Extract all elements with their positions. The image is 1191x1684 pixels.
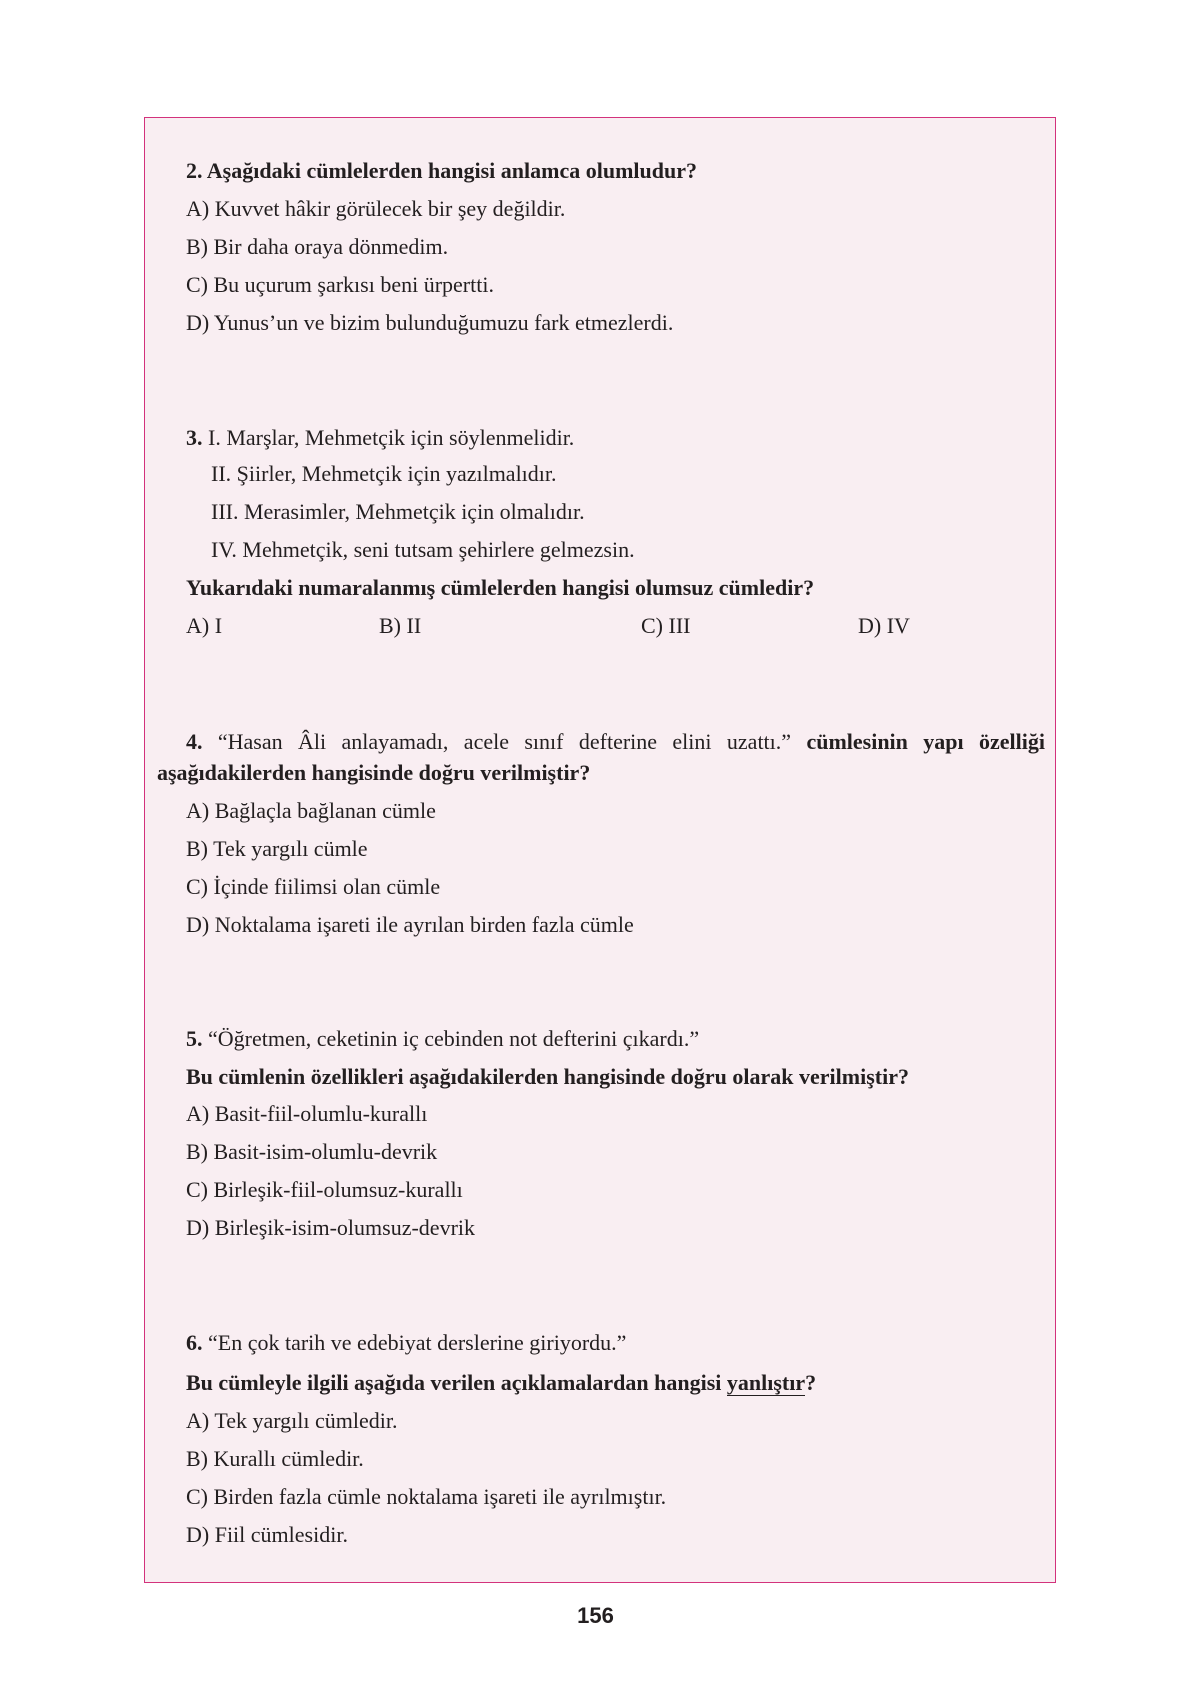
option-b: B) Basit-isim-olumlu-devrik (186, 1139, 438, 1164)
question-text: cümlesinin yapı özelliği (806, 729, 1045, 754)
option-b: B) Bir daha oraya dönmedim. (186, 234, 449, 259)
underlined-emphasis: yanlıştır (726, 1370, 806, 1395)
question-4-stem-line-1 (186, 729, 1045, 755)
option-d: D) Yunus’un ve bizim bulunduğumuzu fark etmezlerdi. (186, 310, 674, 335)
question-text: Bu cümleyle ilgili aşağıda verilen açıklamalardan hangisi (186, 1370, 722, 1395)
option-a: A) Tek yargılı cümledir. (186, 1408, 398, 1433)
option-a: A) I (186, 613, 223, 638)
question-5-stem: Bu cümlenin özellikleri aşağıdakilerden hangisinde doğru olarak verilmiştir? (186, 1064, 909, 1089)
question-3-item-3: III. Merasimler, Mehmetçik için olmalıdır. (211, 499, 585, 524)
option-c: C) Birden fazla cümle noktalama işareti ile ayrılmıştır. (186, 1484, 667, 1509)
option-c: C) Birleşik-fiil-olumsuz-kurallı (186, 1177, 463, 1202)
option-d: D) IV (858, 613, 910, 638)
option-c: C) Bu uçurum şarkısı beni ürpertti. (186, 272, 494, 297)
question-number: 5. (186, 1026, 203, 1051)
question-2-stem (186, 158, 697, 184)
question-3-item-1 (186, 425, 574, 451)
question-mark: ? (805, 1370, 817, 1395)
option-d: D) Noktalama işareti ile ayrılan birden fazla cümle (186, 912, 634, 937)
option-d: D) Fiil cümlesidir. (186, 1522, 348, 1547)
question-number: 6. (186, 1330, 203, 1355)
question-3-stem: Yukarıdaki numaralanmış cümlelerden hangisi olumsuz cümledir? (186, 575, 815, 600)
question-3-item-2: II. Şiirler, Mehmetçik için yazılmalıdır. (211, 461, 557, 486)
option-a: A) Bağlaçla bağlanan cümle (186, 798, 436, 823)
question-quote: “Öğretmen, ceketinin iç cebinden not defterini çıkardı.” (208, 1026, 700, 1051)
question-5-quote (186, 1026, 699, 1052)
question-6-stem (186, 1370, 816, 1396)
option-c: C) İçinde fiilimsi olan cümle (186, 874, 441, 899)
question-quote: “En çok tarih ve edebiyat derslerine giriyordu.” (208, 1330, 627, 1355)
option-d: D) Birleşik-isim-olumsuz-devrik (186, 1215, 476, 1240)
option-a: A) Kuvvet hâkir görülecek bir şey değildir. (186, 196, 566, 221)
option-b: B) II (379, 613, 422, 638)
question-quote: “Hasan Âli anlayamadı, acele sınıf defterine elini uzattı.” (217, 729, 792, 754)
question-number: 2. (186, 158, 203, 183)
question-6-quote (186, 1330, 626, 1356)
question-text: Aşağıdaki cümlelerden hangisi anlamca olumludur? (206, 158, 697, 183)
option-a: A) Basit-fiil-olumlu-kurallı (186, 1101, 428, 1126)
item-text: I. Marşlar, Mehmetçik için söylenmelidir. (208, 425, 575, 450)
option-b: B) Tek yargılı cümle (186, 836, 368, 861)
option-c: C) III (641, 613, 691, 638)
question-3-item-4: IV. Mehmetçik, seni tutsam şehirlere gelmezsin. (211, 537, 635, 562)
question-number: 3. (186, 425, 203, 450)
question-4-stem-line-2: aşağıdakilerden hangisinde doğru verilmiştir? (157, 760, 591, 785)
question-number: 4. (186, 729, 203, 754)
option-b: B) Kurallı cümledir. (186, 1446, 364, 1471)
page-number: 156 (577, 1603, 614, 1628)
